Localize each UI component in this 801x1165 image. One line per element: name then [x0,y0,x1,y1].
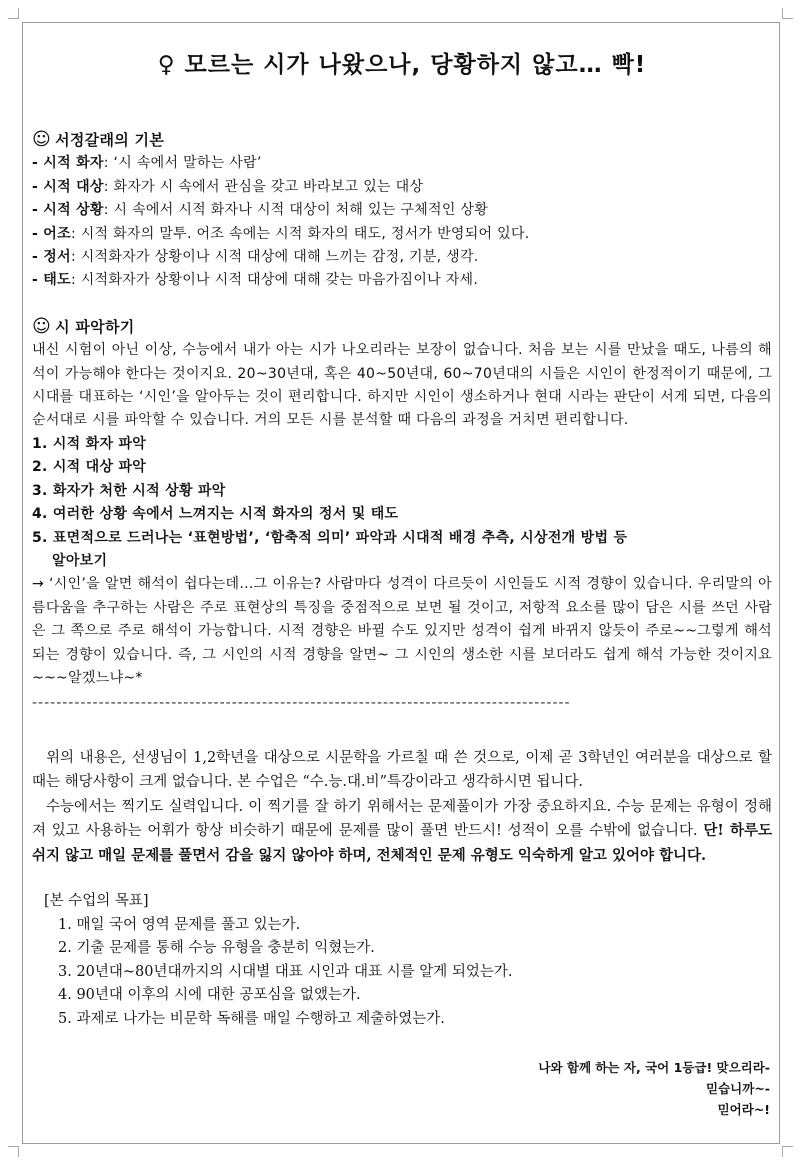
list-item: - 정서: 시적화자가 상황이나 시적 대상에 대해 느끼는 감정, 기분, 생각. [32,249,479,266]
list-item: - 시적 화자: ‘시 속에서 말하는 사람’ [32,155,262,172]
list-item: - 시적 대상: 화자가 시 속에서 관심을 갖고 바라보고 있는 대상 [32,178,424,195]
note-paragraph: 위의 내용은, 선생님이 1,2학년을 대상으로 시문학을 가르칠 때 쓴 것으로, 이제 곧 3학년인 여러분을 대상으로 할 때는 해당사항이 크게 없습니다. 본 수업은 “수.능.대.비”특강이라고 생각하시면 됩니다. [32,749,772,791]
corner-mark [782,8,793,19]
goal-item: 3. 20년대~80년대까지의 시대별 대표 시인과 대표 시를 알게 되었는가. [58,963,513,980]
smiley-icon: ☺ [32,129,52,150]
signature-line: 믿어라~! [717,1102,770,1118]
document-body [32,40,772,1120]
signature-line: 믿습니까~- [706,1081,770,1097]
goal-item: 5. 과제로 나가는 비문학 독해를 매일 수행하고 제출하였는가. [58,1010,445,1027]
goals-list [32,890,772,1031]
intro-paragraph: 내신 시험이 아닌 이상, 수능에서 내가 아는 시가 나오리라는 보장이 없습니다. 처음 보는 시를 만났을 때도, 나름의 해석이 가능해야 한다는 것이지요. 20~30년대, 혹은 40~50년대, 60~70년대의 시들은 시인이 한정적이기 때문에, 그 시대를 대표하는 ‘시인’을 알아두는 것이 편리합니다. 하지만 시인이 생소하거나 현대 시라는 판단이 서게 되면, 다음의 순서대로 시를 파악할 수 있습니다. 거의 모든 시를 분석할 때 다음의 과정을 거치면 편리합니다. [32,342,772,429]
page-title: ♀ 모르는 시가 나왔으나, 당황하지 않고… 빡! [157,52,647,78]
goal-item: 2. 기출 문제를 통해 수능 유형을 충분히 익혔는가. [58,940,375,957]
note-paragraph: 수능에서는 찍기도 실력입니다. 이 찍기를 잘 하기 위해서는 문제풀이가 가장 중요하지요. 수능 문제는 유형이 정해져 있고 사용하는 어휘가 항상 비슷하기 때문에 문제를 많이 풀면 반드시! 성적이 오를 수밖에 없습니다. 단! 하루도 쉬지 않고 매일 문제를 풀면서 감을 잃지 않아야 하며, 전체적인 문제 유형도 익숙하게 알고 있어야 합니다. [32,798,772,864]
step-item: 3. 화자가 처한 시적 상황 파악 [32,482,226,499]
section-heading: ☺ 서정갈래의 기본 [32,129,165,150]
list-item: - 시적 상황: 시 속에서 시적 화자나 시적 대상이 처해 있는 구체적인 상황 [32,202,489,219]
step-item: 5. 표면적으로 드러나는 ‘표현방법’, ‘함축적 의미’ 파악과 시대적 배경 추측, 시상전개 방법 등 알아보기 [32,529,628,569]
corner-mark [782,1146,793,1157]
goals-heading: [본 수업의 목표] [44,893,149,910]
divider: ----------------------------------------------------------------------------------------- [32,695,571,712]
step-item: 4. 여러한 상황 속에서 느껴지는 시적 화자의 정서 및 태도 [32,506,399,523]
corner-mark [8,8,19,19]
corner-mark [8,1146,19,1157]
note-paragraph: → ‘시인’을 알면 해석이 쉽다는데...그 이유는? 사람마다 성격이 다르듯이 시인들도 시적 경향이 있습니다. 우리말의 아름다움을 추구하는 사람은 주로 표현상의 특징을 중점적으로 보면 될 것이고, 저항적 요소를 많이 담은 시를 쓰던 사람은 그 쪽으로 주로 해석이 가능합니다. 시적 경향은 바뀔 수도 있지만 성격이 쉽게 바뀌지 않듯이 주로~~그렇게 해석되는 경향이 있습니다. 즉, 그 시인의 시적 경향을 알면~ 그 시인의 생소한 시를 보더라도 쉽게 해석 가능한 것이지요~~~알겠느냐~* [32,576,772,686]
step-item: 2. 시적 대상 파악 [32,459,147,476]
teacher-note [32,746,772,869]
list-item: - 태도: 시적화자가 상황이나 시적 대상에 대해 갖는 마음가짐이나 자세. [32,272,479,289]
signature-block [32,1057,772,1120]
list-item: - 어조: 시적 화자의 말투. 어조 속에는 시적 화자의 태도, 정서가 반영되어 있다. [32,225,530,242]
section-basics [32,128,772,716]
step-item: 1. 시적 화자 파악 [32,435,147,452]
signature-line: 나와 함께 하는 자, 국어 1등급! 맞으리라- [538,1060,770,1076]
section-heading: ☺ 시 파악하기 [32,315,135,337]
goal-item: 1. 매일 국어 영역 문제를 풀고 있는가. [58,916,301,933]
smiley-icon: ☺ [32,315,52,337]
goal-item: 4. 90년대 이후의 시에 대한 공포심을 없앴는가. [58,987,361,1004]
